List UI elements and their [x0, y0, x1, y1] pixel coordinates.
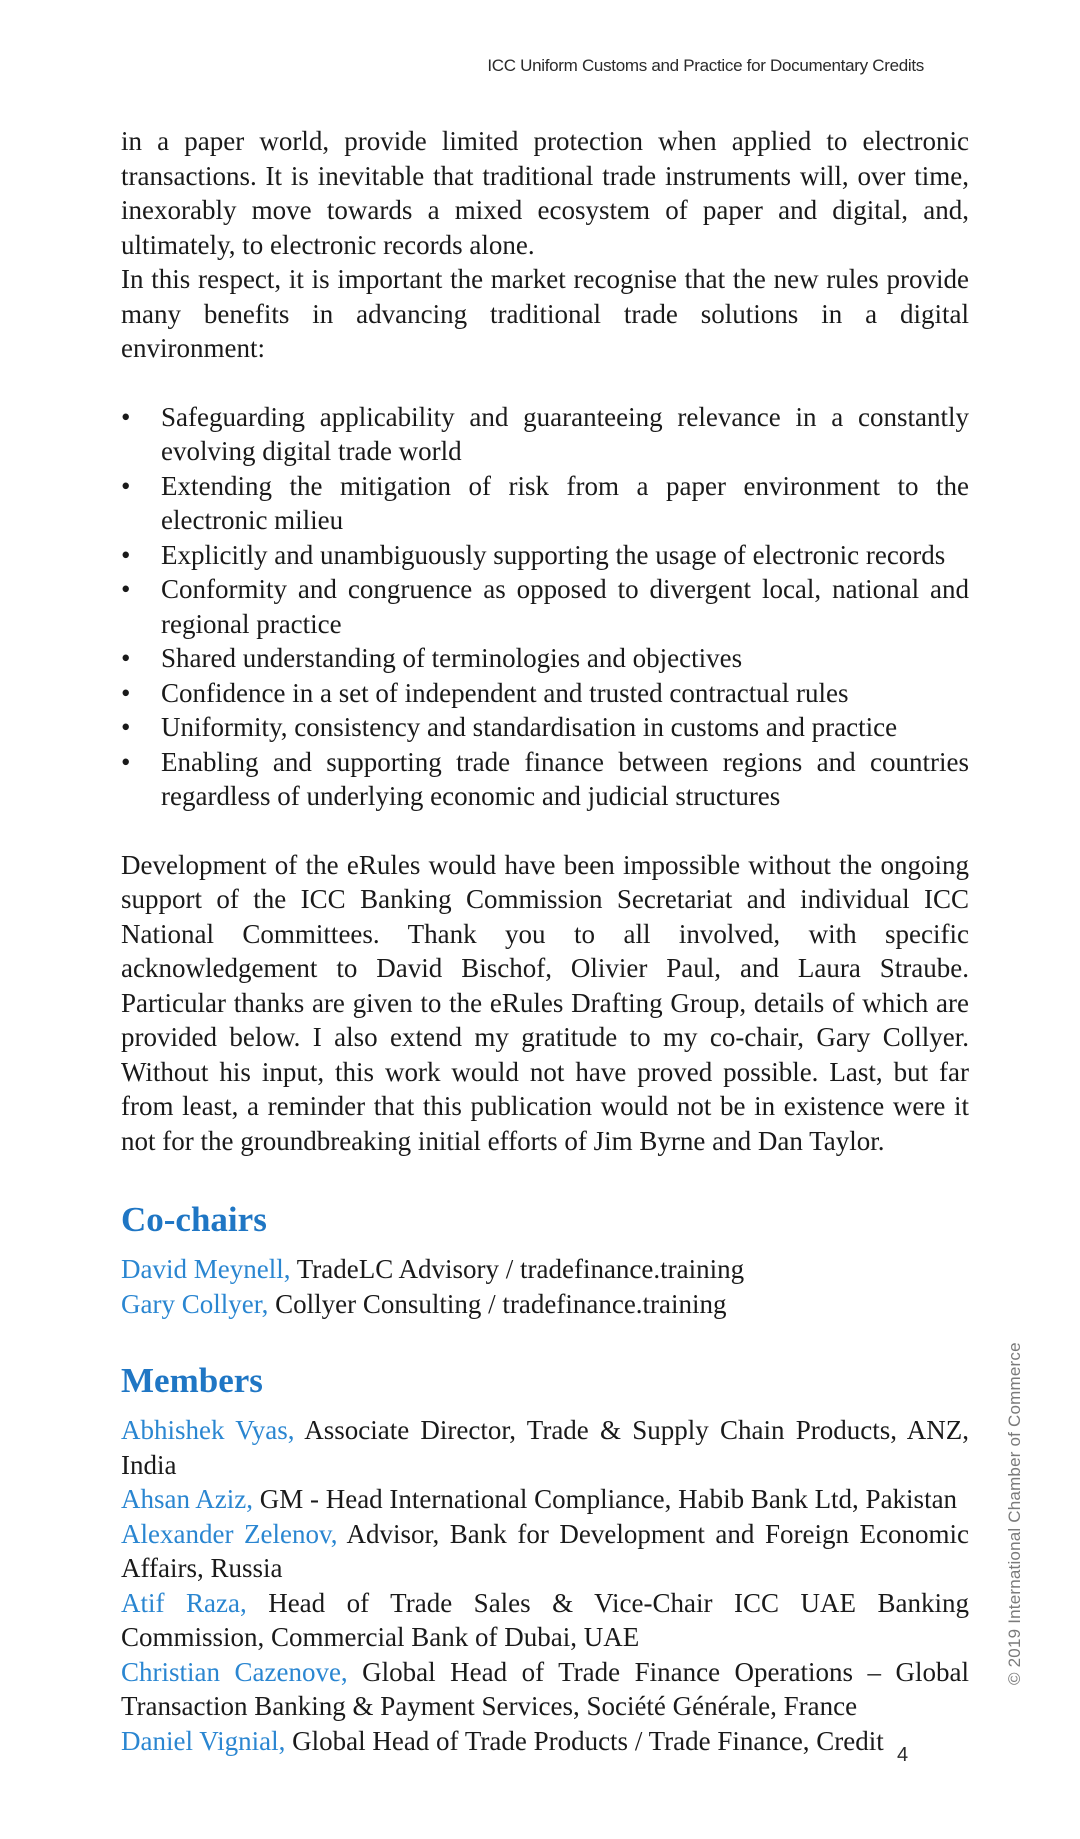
- list-item: [121, 676, 969, 711]
- bullet-icon: •: [121, 539, 131, 570]
- person-name: Alexander Zelenov,: [121, 1518, 338, 1549]
- member-entry: [121, 1413, 969, 1482]
- list-item-text: Enabling and supporting trade finance between regions and countries regardless of underlying economic and judicial structures: [161, 746, 969, 811]
- member-entry: [121, 1655, 969, 1724]
- list-item-text: Safeguarding applicability and guaranteeing relevance in a constantly evolving digital trade world: [161, 401, 969, 466]
- intro-paragraph-1: in a paper world, provide limited protection when applied to electronic transactions. It is inevitable that traditional trade instruments will, over time, inexorably move towards a mixed ecosystem of paper and digital, and, ultimately, to electronic records alone.: [121, 126, 969, 260]
- person-detail: Global Head of Trade Products / Trade Finance, Credit: [285, 1725, 884, 1756]
- person-detail: Associate Director, Trade & Supply Chain Products, ANZ, India: [121, 1415, 969, 1480]
- list-item-text: Shared understanding of terminologies and objectives: [161, 643, 743, 673]
- bullet-icon: •: [121, 643, 131, 673]
- person-name: Abhishek Vyas,: [121, 1415, 295, 1445]
- person-name: Atif Raza,: [121, 1587, 247, 1618]
- person-detail: GM - Head International Compliance, Habib Bank Ltd, Pakistan: [252, 1484, 958, 1514]
- list-item: [121, 400, 969, 469]
- member-entry: [121, 1482, 969, 1517]
- bullet-icon: •: [121, 574, 131, 604]
- cochairs-heading: Co-chairs: [121, 1200, 267, 1239]
- list-item: [121, 745, 969, 814]
- cochair-entry: [121, 1287, 969, 1322]
- list-item-text: Explicitly and unambiguously supporting the usage of electronic records: [161, 539, 946, 570]
- person-name: David Meynell,: [121, 1254, 291, 1284]
- bullet-icon: •: [121, 677, 131, 708]
- list-item: [121, 710, 969, 745]
- members-list: [121, 1413, 969, 1758]
- benefits-list: [121, 400, 969, 814]
- bullet-icon: •: [121, 712, 131, 742]
- spacer: [121, 814, 969, 848]
- cochairs-list: [121, 1252, 969, 1321]
- list-item: [121, 469, 969, 538]
- member-entry: [121, 1586, 969, 1655]
- person-detail: Global Head of Trade Finance Operations – Global Transaction Banking & Payment Services, Société Générale, France: [121, 1656, 969, 1721]
- copyright-notice: © 2019 International Chamber of Commerce: [1005, 1342, 1024, 1685]
- person-detail: Head of Trade Sales & Vice-Chair ICC UAE Banking Commission, Commercial Bank of Dubai, UAE: [121, 1587, 969, 1652]
- bullet-icon: •: [121, 746, 131, 777]
- person-name: Ahsan Aziz,: [121, 1484, 253, 1514]
- list-item: [121, 572, 969, 641]
- person-name: Christian Cazenove,: [121, 1656, 348, 1687]
- bullet-icon: •: [121, 401, 131, 432]
- list-item: [121, 538, 969, 573]
- members-heading: Members: [121, 1361, 263, 1400]
- person-detail: Advisor, Bank for Development and Foreign Economic Affairs, Russia: [121, 1518, 969, 1583]
- list-item-text: Conformity and congruence as opposed to divergent local, national and regional practice: [161, 574, 969, 639]
- intro-paragraph-2: In this respect, it is important the market recognise that the new rules provide many benefits in advancing traditional trade solutions in a digital environment:: [121, 264, 969, 363]
- spacer: [121, 366, 969, 400]
- person-name: Gary Collyer,: [121, 1288, 269, 1319]
- list-item-text: Uniformity, consistency and standardisation in customs and practice: [161, 712, 898, 742]
- member-entry: [121, 1517, 969, 1586]
- cochair-entry: [121, 1252, 969, 1287]
- person-detail: Collyer Consulting / tradefinance.training: [268, 1288, 727, 1319]
- list-item-text: Extending the mitigation of risk from a paper environment to the electronic milieu: [161, 470, 969, 535]
- person-detail: TradeLC Advisory / tradefinance.training: [290, 1254, 745, 1284]
- running-header: ICC Uniform Customs and Practice for Documentary Credits: [487, 56, 924, 75]
- page-number: 4: [897, 1744, 909, 1766]
- acknowledgement-paragraph: Development of the eRules would have been impossible without the ongoing support of the ICC Banking Commission Secretariat and individual ICC National Committees. Thank you to all involved, with specific acknowledgement to David Bischof, Olivier Paul, and Laura Straube. Particular thanks are given to the eRules Drafting Group, details of which are provided below. I also extend my gratitude to my co-chair, Gary Collyer. Without his input, this work would not have proved possible. Last, but far from least, a reminder that this publication would not be in existence were it not for the groundbreaking initial efforts of Jim Byrne and Dan Taylor.: [121, 849, 969, 1156]
- member-entry: [121, 1724, 969, 1759]
- page-body: [121, 124, 969, 1758]
- list-item: [121, 641, 969, 676]
- list-item-text: Confidence in a set of independent and trusted contractual rules: [161, 677, 849, 708]
- person-name: Daniel Vignial,: [121, 1725, 286, 1756]
- bullet-icon: •: [121, 470, 131, 501]
